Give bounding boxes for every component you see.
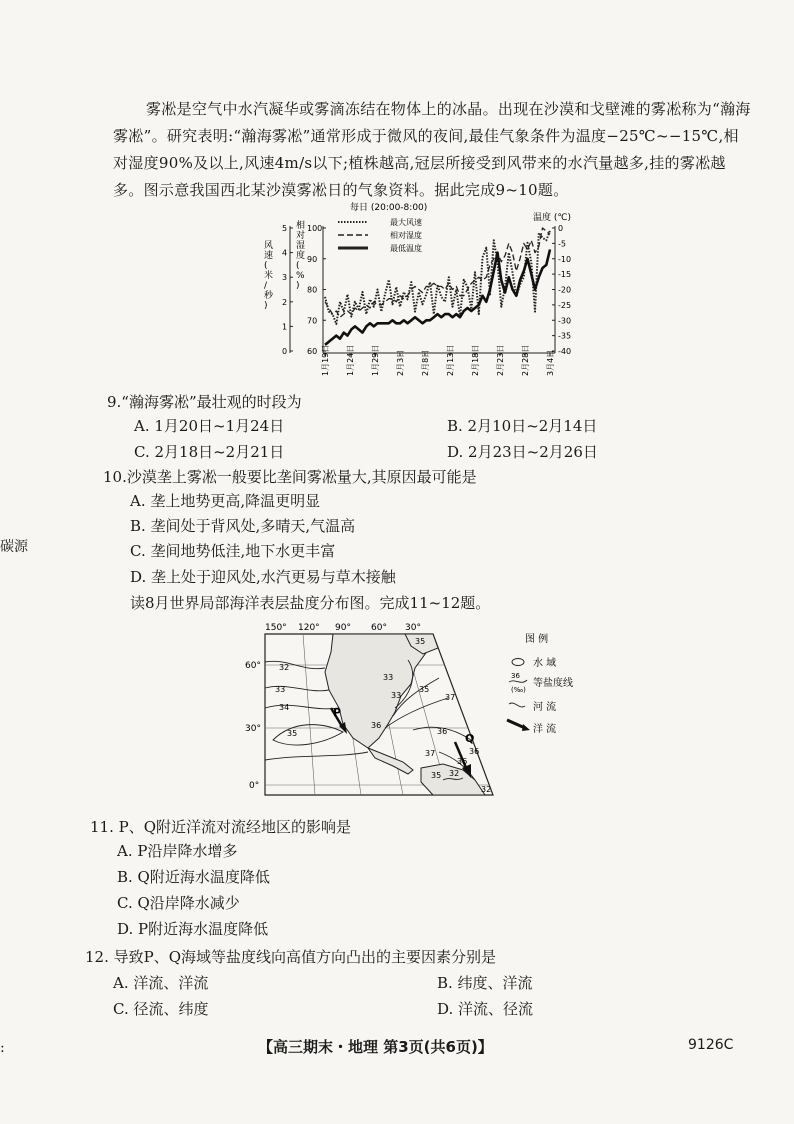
q10-option-c[interactable]: C. 垄间地势低洼,地下水更丰富 (130, 542, 336, 560)
contour-label: 33 (275, 685, 286, 694)
x-tick-label: 2月8日 (421, 349, 430, 376)
legend-water-icon (512, 659, 524, 666)
lon-label-30: 30° (405, 623, 421, 633)
temp-tick-label: 0 (558, 224, 564, 233)
q9-option-a[interactable]: A. 1月20日~1月24日 (134, 417, 285, 435)
humidity-tick-label: 100 (307, 224, 323, 233)
footer-page-info: 【高三期末・地理 第3页(共6页)】 (258, 1038, 493, 1056)
lon-label-60: 60° (371, 623, 387, 633)
contour-label: 32 (449, 769, 460, 778)
point-p: P (333, 706, 342, 719)
q12-option-a[interactable]: A. 洋流、洋流 (113, 974, 209, 992)
wind-tick-label: 2 (282, 297, 288, 307)
temp-tick-label: -20 (558, 285, 572, 295)
q10-option-b[interactable]: B. 垄间处于背风处,多晴天,气温高 (130, 517, 356, 535)
intro-line-2: 雾凇”。研究表明:“瀚海雾凇”通常形成于微风的夜间,最佳气象条件为温度−25℃~−15℃,相 (113, 127, 739, 145)
contour-label: 34 (279, 703, 290, 712)
contour-label: 35 (419, 685, 430, 694)
contour-label: 35 (287, 729, 298, 738)
legend-isoline-icon (509, 680, 527, 682)
map-intro: 读8月世界局部海洋表层盐度分布图。完成11~12题。 (130, 594, 491, 612)
isoline (273, 725, 343, 745)
q9-option-c[interactable]: C. 2月18日~2月21日 (134, 443, 285, 461)
intro-line-3: 对湿度90%及以上,风速4m/s以下;植株越高,冠层所接受到风带来的水汽量越多,挂的雾凇越 (113, 154, 726, 172)
wind-axis-label-char: / (264, 281, 268, 291)
grid-line (303, 634, 315, 795)
humidity-axis-label-char: 对 (296, 231, 306, 241)
temp-tick-label: -5 (558, 239, 566, 249)
salinity-map (243, 620, 573, 805)
x-tick-label: 2月3日 (396, 349, 405, 376)
humidity-tick-label: 80 (307, 285, 318, 295)
contour-label: 36 (437, 727, 448, 736)
temp-tick-label: -40 (558, 347, 572, 356)
humidity-axis-label-char: 相 (296, 221, 306, 231)
map-legend (507, 632, 573, 735)
contour-label: 35 (431, 771, 442, 780)
legend-wind-label: 最大风速 (390, 218, 422, 227)
x-tick-label: 2月23日 (496, 344, 505, 376)
humidity-axis-label-char: ( (296, 261, 300, 271)
q11-option-d[interactable]: D. P附近海水温度降低 (117, 920, 269, 938)
contour-label: 35 (415, 637, 426, 646)
footer-code: 9126C (688, 1037, 734, 1053)
intro-line-4: 多。图示意我国西北某沙漠雾凇日的气象资料。据此完成9~10题。 (113, 181, 569, 199)
legend-humidity-label: 相对湿度 (390, 231, 422, 240)
contour-label: 37 (445, 693, 456, 702)
wind-axis-label (264, 240, 274, 311)
humidity-tick-label: 70 (307, 316, 318, 326)
q9-stem: 9.“瀚海雾凇”最壮观的时段为 (107, 393, 302, 411)
wind-tick-label: 4 (282, 248, 288, 258)
x-tick-label: 2月13日 (446, 344, 455, 376)
q12-stem: 12. 导致P、Q海域等盐度线向高值方向凸出的主要因素分别是 (85, 948, 497, 966)
contour-label: 33 (383, 673, 394, 682)
legend-water-label: 水 域 (533, 658, 557, 669)
wind-tick-label: 5 (282, 224, 288, 233)
contour-label: 36 (371, 721, 382, 730)
wind-axis-label-char: ) (264, 301, 268, 311)
legend-isoline-unit: (‰) (511, 686, 526, 694)
humidity-axis-label-char: 度 (296, 251, 306, 261)
contour-label: 37 (425, 749, 436, 758)
humidity-axis-label-char: % (296, 271, 305, 281)
lon-label-150: 150° (265, 623, 287, 633)
wind-axis-label-char: 速 (264, 251, 274, 261)
contour-label: 32 (279, 663, 290, 672)
humidity-tick-label: 90 (307, 254, 318, 264)
x-tick-label: 1月19日 (321, 344, 330, 376)
x-tick-label: 3月4日 (546, 349, 555, 376)
legend-current-icon (507, 720, 525, 728)
temp-tick-label: -10 (558, 254, 572, 264)
lat-label-30: 30° (245, 724, 261, 734)
margin-note: 碳源 (0, 539, 28, 555)
x-tick-label: 1月24日 (346, 344, 355, 376)
wind-axis-label-char: 秒 (264, 291, 274, 301)
x-tick-label: 2月28日 (521, 344, 530, 376)
q10-stem: 10.沙漠垄上雾凇一般要比垄间雾凇量大,其原因最可能是 (103, 468, 477, 486)
x-tick-label: 1月29日 (371, 344, 380, 376)
humidity-tick-label: 60 (307, 347, 318, 356)
temp-tick-label: -25 (558, 300, 572, 310)
humidity-axis-label-char: ) (296, 281, 300, 291)
legend-temp-label: 最低温度 (390, 244, 422, 253)
q9-option-b[interactable]: B. 2月10日~2月14日 (447, 417, 598, 435)
legend-isoline-label: 等盐度线 (533, 678, 573, 689)
contour-label: 36 (457, 757, 468, 766)
wind-axis-label-char: 风 (264, 241, 274, 251)
lat-label-0: 0° (249, 781, 260, 791)
intro-line-1: 雾凇是空气中水汽凝华或雾滴冻结在物体上的冰晶。出现在沙漠和戈壁滩的雾凇称为“瀚海 (146, 100, 751, 118)
temp-tick-label: -30 (558, 316, 572, 326)
contour-label: 36 (469, 747, 480, 756)
contour-label: 33 (391, 691, 402, 700)
q10-option-a[interactable]: A. 垄上地势更高,降温更明显 (130, 492, 321, 510)
q11-option-b[interactable]: B. Q附近海水温度降低 (117, 868, 270, 886)
wind-axis-label-char: 米 (264, 271, 274, 281)
temp-tick-label: -15 (558, 270, 572, 280)
lon-label-90: 90° (335, 623, 351, 633)
legend-current-label: 洋 流 (533, 724, 557, 735)
lon-label-120: 120° (298, 623, 320, 633)
q11-option-c[interactable]: C. Q沿岸降水减少 (117, 894, 240, 912)
chart-title: 每日 (20:00-8:00) (350, 203, 428, 213)
footer-left-mark: : (0, 1040, 5, 1056)
q12-option-c[interactable]: C. 径流、纬度 (113, 1000, 209, 1018)
series-line-2 (325, 250, 550, 345)
legend-current-arrowhead (522, 724, 530, 731)
lat-label-60: 60° (245, 661, 261, 671)
meteorology-chart (250, 198, 580, 378)
central-america (368, 748, 413, 774)
x-tick-label: 2月18日 (471, 344, 480, 376)
q9-option-d[interactable]: D. 2月23日~2月26日 (447, 443, 598, 461)
legend-isoline-sample: 36 (511, 672, 520, 680)
wind-tick-label: 3 (282, 273, 288, 283)
legend-river-icon (509, 703, 525, 707)
q11-option-a[interactable]: A. P沿岸降水增多 (117, 842, 238, 860)
wind-tick-label: 1 (282, 322, 288, 332)
point-q: Q (465, 732, 475, 745)
right-axis-label: 温度 (℃) (533, 213, 571, 223)
q11-stem: 11. P、Q附近洋流对流经地区的影响是 (90, 818, 352, 836)
chart-legend (334, 214, 454, 256)
q10-option-d[interactable]: D. 垄上处于迎风处,水汽更易与草木接触 (130, 568, 396, 586)
legend-title: 图 例 (525, 634, 549, 645)
q12-option-b[interactable]: B. 纬度、洋流 (437, 974, 533, 992)
isoline (265, 705, 339, 709)
contour-label: 32 (481, 785, 492, 794)
wind-axis-label-char: ( (264, 261, 268, 271)
temp-tick-label: -35 (558, 331, 572, 341)
wind-tick-label: 0 (282, 347, 288, 356)
humidity-axis-label (296, 219, 305, 291)
isoline (265, 752, 368, 760)
humidity-axis-label-char: 湿 (296, 241, 306, 251)
legend-river-label: 河 流 (533, 702, 557, 713)
q12-option-d[interactable]: D. 洋流、径流 (437, 1000, 534, 1018)
